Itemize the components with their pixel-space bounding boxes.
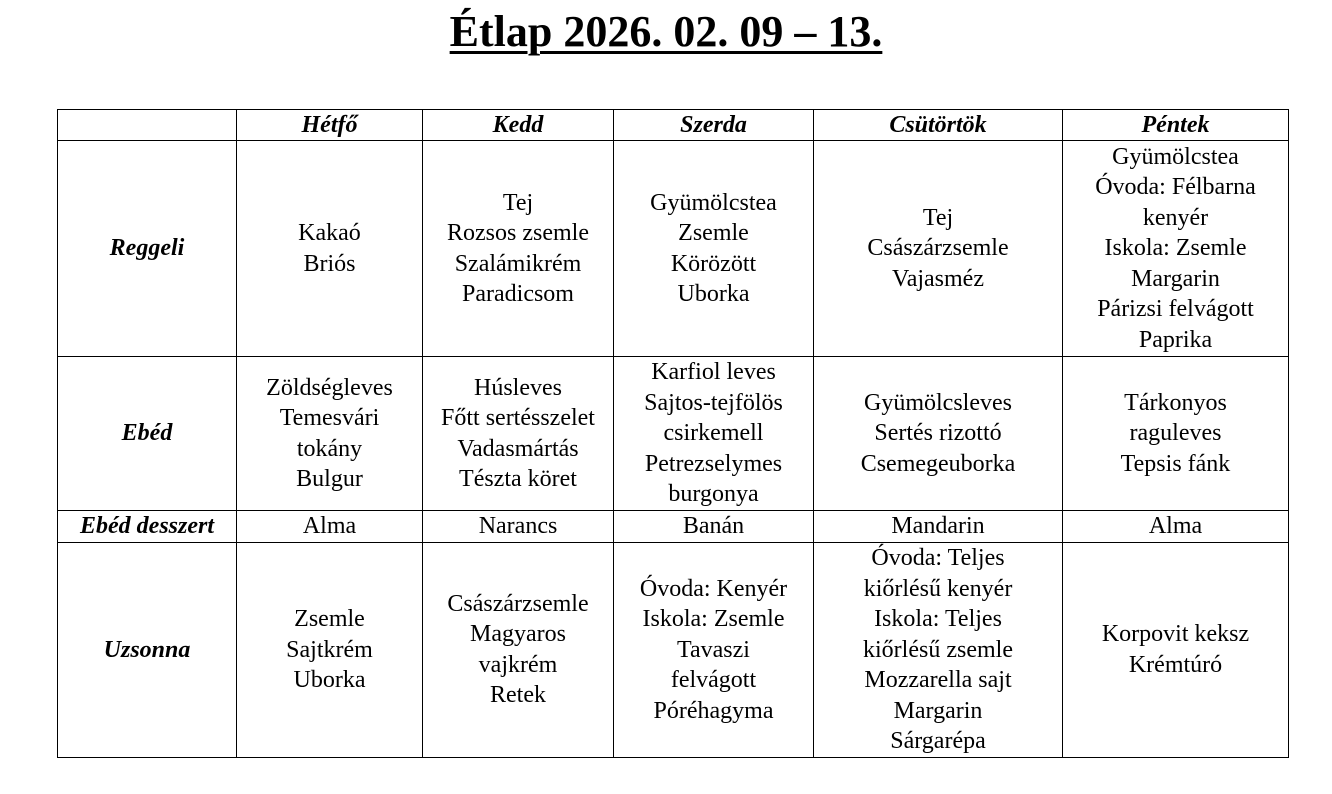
menu-item-line: Retek (490, 682, 546, 709)
lunch-row (58, 357, 1289, 511)
menu-item-line: Körözött (670, 250, 757, 277)
menu-item-line: Krémtúró (1128, 651, 1223, 678)
menu-cell-tuesday (423, 357, 614, 511)
menu-item-line: Gyümölcsleves (864, 389, 1012, 416)
menu-item-line: Iskola: Teljes (874, 606, 1002, 632)
menu-item-line: Óvoda: Teljes (871, 545, 1005, 571)
menu-item-line: Szalámikrém (454, 250, 582, 277)
menu-item-line: Sajtkrém (286, 636, 373, 663)
menu-item-line: Császárzsemle (447, 590, 589, 617)
menu-cell-tuesday (423, 511, 614, 543)
menu-item-line: Margarin (1131, 265, 1220, 292)
menu-item-line: Mandarin (891, 513, 985, 540)
header-row (58, 110, 1289, 141)
breakfast-row (58, 141, 1289, 357)
menu-cell-monday (237, 357, 423, 511)
menu-cell-friday (1063, 141, 1289, 357)
menu-item-line: Császárzsemle (867, 235, 1009, 262)
menu-item-line: Zsemle (678, 220, 749, 246)
menu-cell-monday (237, 511, 423, 543)
menu-item-line: Vadasmártás (457, 435, 579, 462)
menu-item-line: Húsleves (474, 374, 562, 401)
menu-item-line: Petrezselymes (644, 450, 783, 477)
menu-item-line: Tej (502, 189, 534, 216)
menu-item-line: Óvoda: Kenyér (639, 575, 788, 602)
menu-cell-tuesday (423, 141, 614, 357)
menu-item-line: Sertés rizottó (874, 420, 1002, 447)
menu-item-line: Uborka (293, 667, 366, 693)
menu-item-line: Tej (922, 204, 954, 231)
page-title: Étlap 2026. 02. 09 – 13. (449, 7, 883, 56)
menu-item-line: Temesvári (279, 405, 380, 431)
menu-item-line: vajkrém (478, 651, 558, 678)
menu-item-line: Zsemle (294, 606, 365, 632)
menu-cell-friday (1063, 543, 1289, 758)
day-header-friday: Péntek (1063, 110, 1289, 141)
day-header-monday: Hétfő (237, 110, 423, 141)
meal-label: Reggeli (58, 141, 237, 357)
menu-item-line: Karfiol leves (651, 359, 776, 386)
meal-label: Ebéd desszert (58, 511, 237, 543)
day-header-wednesday: Szerda (614, 110, 814, 141)
menu-item-line: Gyümölcstea (650, 189, 777, 216)
menu-item-line: tokány (296, 435, 363, 462)
menu-item-line: Póréhagyma (653, 697, 774, 724)
menu-item-line: Óvoda: Félbarna (1095, 174, 1256, 201)
menu-item-line: kiőrlésű kenyér (863, 575, 1013, 602)
menu-item-line: Mozzarella sajt (864, 667, 1012, 693)
menu-item-line: Briós (303, 250, 356, 277)
menu-item-line: Zöldségleves (266, 374, 393, 401)
menu-item-line: Tészta köret (459, 466, 577, 492)
menu-item-line: Korpovit keksz (1101, 621, 1250, 648)
menu-item-line: Vajasméz (892, 265, 984, 292)
menu-item-line: Narancs (478, 513, 558, 540)
menu-cell-wednesday (614, 511, 814, 543)
day-header-thursday: Csütörtök (814, 110, 1063, 141)
menu-item-line: Bulgur (296, 466, 363, 492)
menu-item-line: Tepsis fánk (1120, 450, 1231, 477)
menu-item-line: raguleves (1129, 420, 1222, 447)
menu-item-line: Sárgarépa (890, 728, 986, 754)
menu-item-line: kenyér (1142, 204, 1209, 231)
menu-item-line: Margarin (893, 697, 983, 724)
menu-item-line: Főtt sertésszelet (441, 405, 595, 431)
menu-cell-thursday (814, 543, 1063, 758)
menu-item-line: Iskola: Zsemle (642, 606, 785, 632)
menu-item-line: Kakaó (298, 220, 361, 246)
menu-item-line: Alma (1148, 513, 1203, 540)
menu-item-line: csirkemell (663, 420, 764, 447)
menu-item-line: Alma (302, 513, 357, 540)
lunch-dessert-row (58, 511, 1289, 543)
menu-item-line: Paradicsom (462, 281, 574, 307)
menu-cell-monday (237, 141, 423, 357)
menu-item-line: Iskola: Zsemle (1104, 235, 1247, 262)
menu-cell-monday (237, 543, 423, 758)
menu-item-line: kiőrlésű zsemle (863, 636, 1013, 663)
menu-cell-thursday (814, 511, 1063, 543)
menu-cell-wednesday (614, 543, 814, 758)
menu-item-line: Gyümölcstea (1112, 143, 1239, 170)
menu-cell-thursday (814, 141, 1063, 357)
menu-item-line: Tárkonyos (1124, 389, 1227, 416)
menu-item-line: Banán (682, 513, 745, 540)
menu-cell-thursday (814, 357, 1063, 511)
menu-item-line: Magyaros (470, 621, 566, 648)
day-header-tuesday: Kedd (423, 110, 614, 141)
menu-item-line: Paprika (1138, 326, 1213, 353)
menu-item-line: burgonya (668, 481, 759, 508)
menu-cell-tuesday (423, 543, 614, 758)
menu-item-line: Tavaszi (677, 636, 750, 663)
menu-item-line: Sajtos-tejfölös (644, 389, 783, 416)
snack-row (58, 543, 1289, 758)
menu-item-line: Uborka (677, 281, 750, 307)
menu-item-line: Csemegeuborka (860, 450, 1016, 477)
menu-item-line: Párizsi felvágott (1097, 296, 1254, 323)
menu-cell-friday (1063, 357, 1289, 511)
menu-item-line: Rozsos zsemle (447, 220, 589, 246)
corner-cell (58, 110, 237, 141)
menu-cell-friday (1063, 511, 1289, 543)
meal-label: Ebéd (58, 357, 237, 511)
menu-cell-wednesday (614, 141, 814, 357)
menu-table (57, 109, 1289, 758)
menu-item-line: felvágott (670, 667, 757, 693)
menu-cell-wednesday (614, 357, 814, 511)
meal-label: Uzsonna (58, 543, 237, 758)
